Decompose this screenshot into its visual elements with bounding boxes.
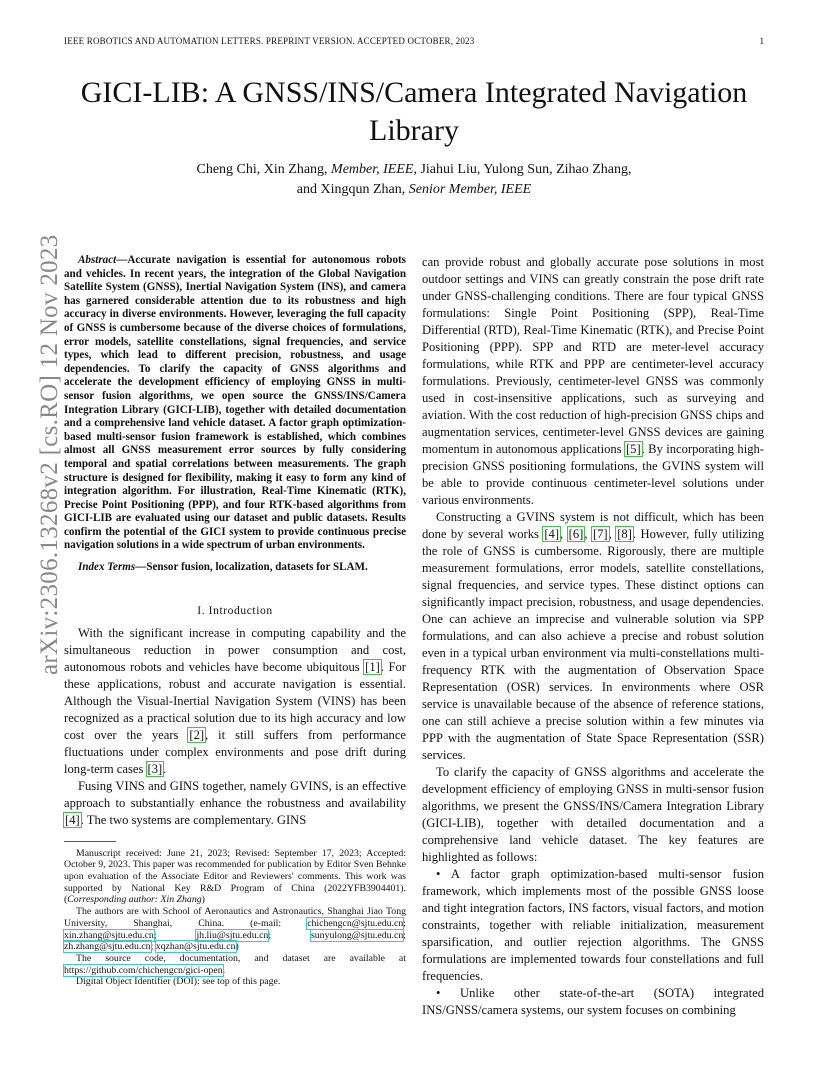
abstract: [64, 254, 406, 553]
text: , it still suffers from performance fluctuations under complex environments and pose drift during long-term cases: [64, 727, 407, 776]
intro-paragraph-1: [64, 625, 406, 778]
footnote-divider: [64, 841, 116, 842]
footnote-affiliation: The authors are with School of Aeronautics and Astronautics, Shanghai Jiao Tong University, Shanghai, China. (e-mail: chichengcn@sjtu.edu.cn; xin.zhang@sjtu.edu.cn; jh.liu@sjtu.edu.cn; sunyulong@sjtu.edu.cn; zh.zhang@sjtu.edu.cn; xqzhan@sjtu.edu.cn): [64, 906, 406, 953]
section-heading: I. Introduction: [197, 604, 273, 617]
text: ,: [608, 527, 617, 541]
author-text: , Jiahui Liu, Yulong Sun, Zihao Zhang,: [413, 162, 632, 177]
email-link[interactable]: jh.liu@sjtu.edu.cn: [196, 929, 269, 941]
email-link[interactable]: sunyulong@sjtu.edu.cn: [310, 929, 404, 941]
abstract-text: —Accurate navigation is essential for autonomous robots and vehicles. In recent years, the integration of the Global Navigation Satellite System (GNSS), Inertial Navigation System (INS), and camera has garnered considerable attention due to its robustness and high accuracy in diverse environments. However, leveraging the full capacity of GNSS is cumbersome because of the diverse choices of formulations, error models, satellite constellations, signal frequencies, and service types, which lead to different precision, robustness, and usage dependencies. To clarify the capacity of GNSS algorithms and accelerate the development efficiency of employing GNSS in multi-sensor fusion algorithms, we open source the GNSS/INS/Camera Integration Library (GICI-LIB), together with detailed documentation and a comprehensive land vehicle dataset. A factor graph optimization-based multi-sensor fusion framework is established, which combines almost all GNSS measurement error sources by fully considering temporal and spatial correlations between measurements. The graph structure is designed for flexibility, making it easy to form any kind of integration algorithm. For illustration, Real-Time Kinematic (RTK), Precise Point Positioning (PPP), and four RTK-based algorithms from GICI-LIB are evaluated using our dataset and public datasets. Results confirm the potential of the GICI system to provide continuous precise navigation solutions in a wide spectrum of urban environments.: [64, 254, 406, 552]
text: .: [163, 761, 167, 776]
author-text: Cheng Chi, Xin Zhang,: [196, 162, 332, 177]
citation-link[interactable]: [3]: [147, 761, 163, 776]
abstract-lead: Abstract: [78, 254, 117, 266]
citation-link[interactable]: [4]: [544, 527, 560, 541]
text: . For these applications, robust and accurate navigation is essential. Although the Visual-Inertial Navigation System (VINS) has been recognized as a practical solution due to its high accuracy and low cost over the years: [64, 659, 406, 742]
text: .: [222, 964, 226, 976]
author-list: [64, 160, 764, 200]
text: The authors are with School of Aeronautics and Astronautics, Shanghai Jiao Tong University, Shanghai, China. (e-mail:: [64, 906, 406, 929]
author-affiliation-member: Member, IEEE: [331, 162, 414, 177]
corresponding-author: Corresponding author: Xin Zhang: [67, 894, 202, 906]
email-link[interactable]: xqzhan@sjtu.edu.cn: [155, 941, 236, 953]
text: With the significant increase in computing capability and the simultaneous reduction in power consumption and cost, autonomous robots and vehicles have become ubiquitous: [64, 625, 406, 674]
text: can provide robust and globally accurate pose solutions in most outdoor settings and VINS can greatly constrain the pose drift rate under GNSS-challenging conditions. There are four typical GNSS formulations: Single Point Positioning (SPP), Real-Time Differential (RTD), Real-Time Kinematic (RTK), and Precise Point Positioning (PPP). SPP and RTD are meter-level accuracy formulations, while RTK and PPP are centimeter-level accuracy formulations. Previously, centimeter-level GNSS was commonly used in cost-insensitive applications, such as surveying and aviation. With the cost reduction of high-precision GNSS chips and augmentation services, centimeter-level GNSS devices are gaining momentum in autonomous applications: [422, 255, 764, 456]
text: Fusing VINS and GINS together, namely GVINS, is an effective approach to substantially enhance the robustness and availability: [64, 778, 406, 810]
index-terms: [64, 561, 406, 575]
citation-link[interactable]: [8]: [617, 527, 632, 541]
text: Manuscript received: June 21, 2023; Revised: September 17, 2023; Accepted: October 9, 2023. This paper was recommended for publication by Editor Sven Behnke upon evaluation of the Associate Editor and Reviewers' comments. This work was supported by National Key R&D Program of China (2022YFB3904401). (: [64, 847, 406, 906]
feature-bullet-2: • Unlike other state-of-the-art (SOTA) integrated INS/GNSS/camera systems, our system focuses on combining: [422, 986, 764, 1017]
citation-link[interactable]: [7]: [592, 527, 608, 541]
feature-bullet-1: • A factor graph optimization-based multi-sensor fusion framework, which implements most of the possible GNSS loose and tight integration factors, INS factors, visual factors, and motion constraints, together with reliable initialization, measurement sparsification, and outlier rejection algorithms. The GNSS formulations are implemented towards four constellations and full frequencies.: [422, 867, 764, 983]
text: ,: [560, 527, 568, 541]
email-link[interactable]: xin.zhang@sjtu.edu.cn: [64, 929, 154, 941]
footnote-doi: Digital Object Identifier (DOI): see top of this page.: [76, 976, 281, 988]
index-terms-lead: Index Terms: [78, 561, 136, 574]
email-link[interactable]: zh.zhang@sjtu.edu.cn: [64, 941, 151, 953]
paper-title: GICI-LIB: A GNSS/INS/Camera Integrated Navigation Library: [80, 76, 748, 147]
left-column: [64, 254, 406, 988]
repository-link[interactable]: https://github.com/chichengcn/gici-open: [64, 964, 223, 976]
right-paragraph-3: To clarify the capacity of GNSS algorithms and accelerate the development efficiency of employing GNSS in multi-sensor fusion algorithms, we present the GNSS/INS/Camera Integration Library (GICI-LIB), together with detailed documentation and a comprehensive land vehicle dataset. The key features are highlighted as follows:: [422, 765, 764, 864]
footnote-manuscript: [64, 848, 406, 907]
text: ): [235, 941, 239, 953]
right-paragraph-1: [422, 254, 764, 509]
index-terms-text: —Sensor fusion, localization, datasets for SLAM.: [135, 561, 368, 574]
author-text: and Xingqun Zhan,: [296, 182, 409, 197]
citation-link[interactable]: [6]: [568, 527, 584, 541]
text: Constructing a GVINS system is not difficult, which has been done by several works: [422, 510, 764, 541]
footnote-source: [64, 953, 406, 976]
citation-link[interactable]: [4]: [65, 812, 80, 827]
text: ,: [584, 527, 592, 541]
citation-link[interactable]: [2]: [189, 727, 205, 742]
citation-link[interactable]: [1]: [365, 659, 380, 674]
intro-paragraph-2: [64, 778, 406, 829]
right-column: [422, 254, 764, 1019]
citation-link[interactable]: [5]: [625, 442, 641, 456]
text: The source code, documentation, and dataset are available at: [76, 952, 406, 964]
page-number: 1: [759, 36, 764, 46]
text: . However, fully utilizing the role of GNSS is cumbersome. Rigorously, there are multiple measurement formulations, error models, satellite constellations, signal frequencies, and service types. These distinct options can significantly impact precision, robustness, and usage dependencies. One can achieve an imprecise and vulnerable solution via SPP formulations, and can also achieve a precise and robust solution even in a typical urban environment via multi-constellations multi-frequency RTK with the augmentation of Observation Space Representation (OSR) services. In environments where OSR service is unavailable because of the absence of reference stations, one can still achieve a precise solution within a few minutes via PPP with the augmentation of State Space Representation (SSR) services.: [422, 527, 765, 762]
text: . The two systems are complementary. GINS: [80, 812, 307, 827]
text: ): [201, 894, 205, 906]
running-head: IEEE ROBOTICS AND AUTOMATION LETTERS. PREPRINT VERSION. ACCEPTED OCTOBER, 2023: [64, 36, 475, 46]
email-link[interactable]: chichengcn@sjtu.edu.cn: [307, 917, 404, 929]
right-paragraph-2: [422, 509, 764, 764]
text: . By incorporating high-precision GNSS positioning formulations, the GVINS system will be able to provide continuous centimeter-level solutions under various environments.: [422, 442, 764, 507]
author-affiliation-senior: Senior Member, IEEE: [408, 182, 532, 197]
arxiv-stamp[interactable]: arXiv:2306.13268v2 [cs.RO] 12 Nov 2023: [36, 234, 63, 675]
